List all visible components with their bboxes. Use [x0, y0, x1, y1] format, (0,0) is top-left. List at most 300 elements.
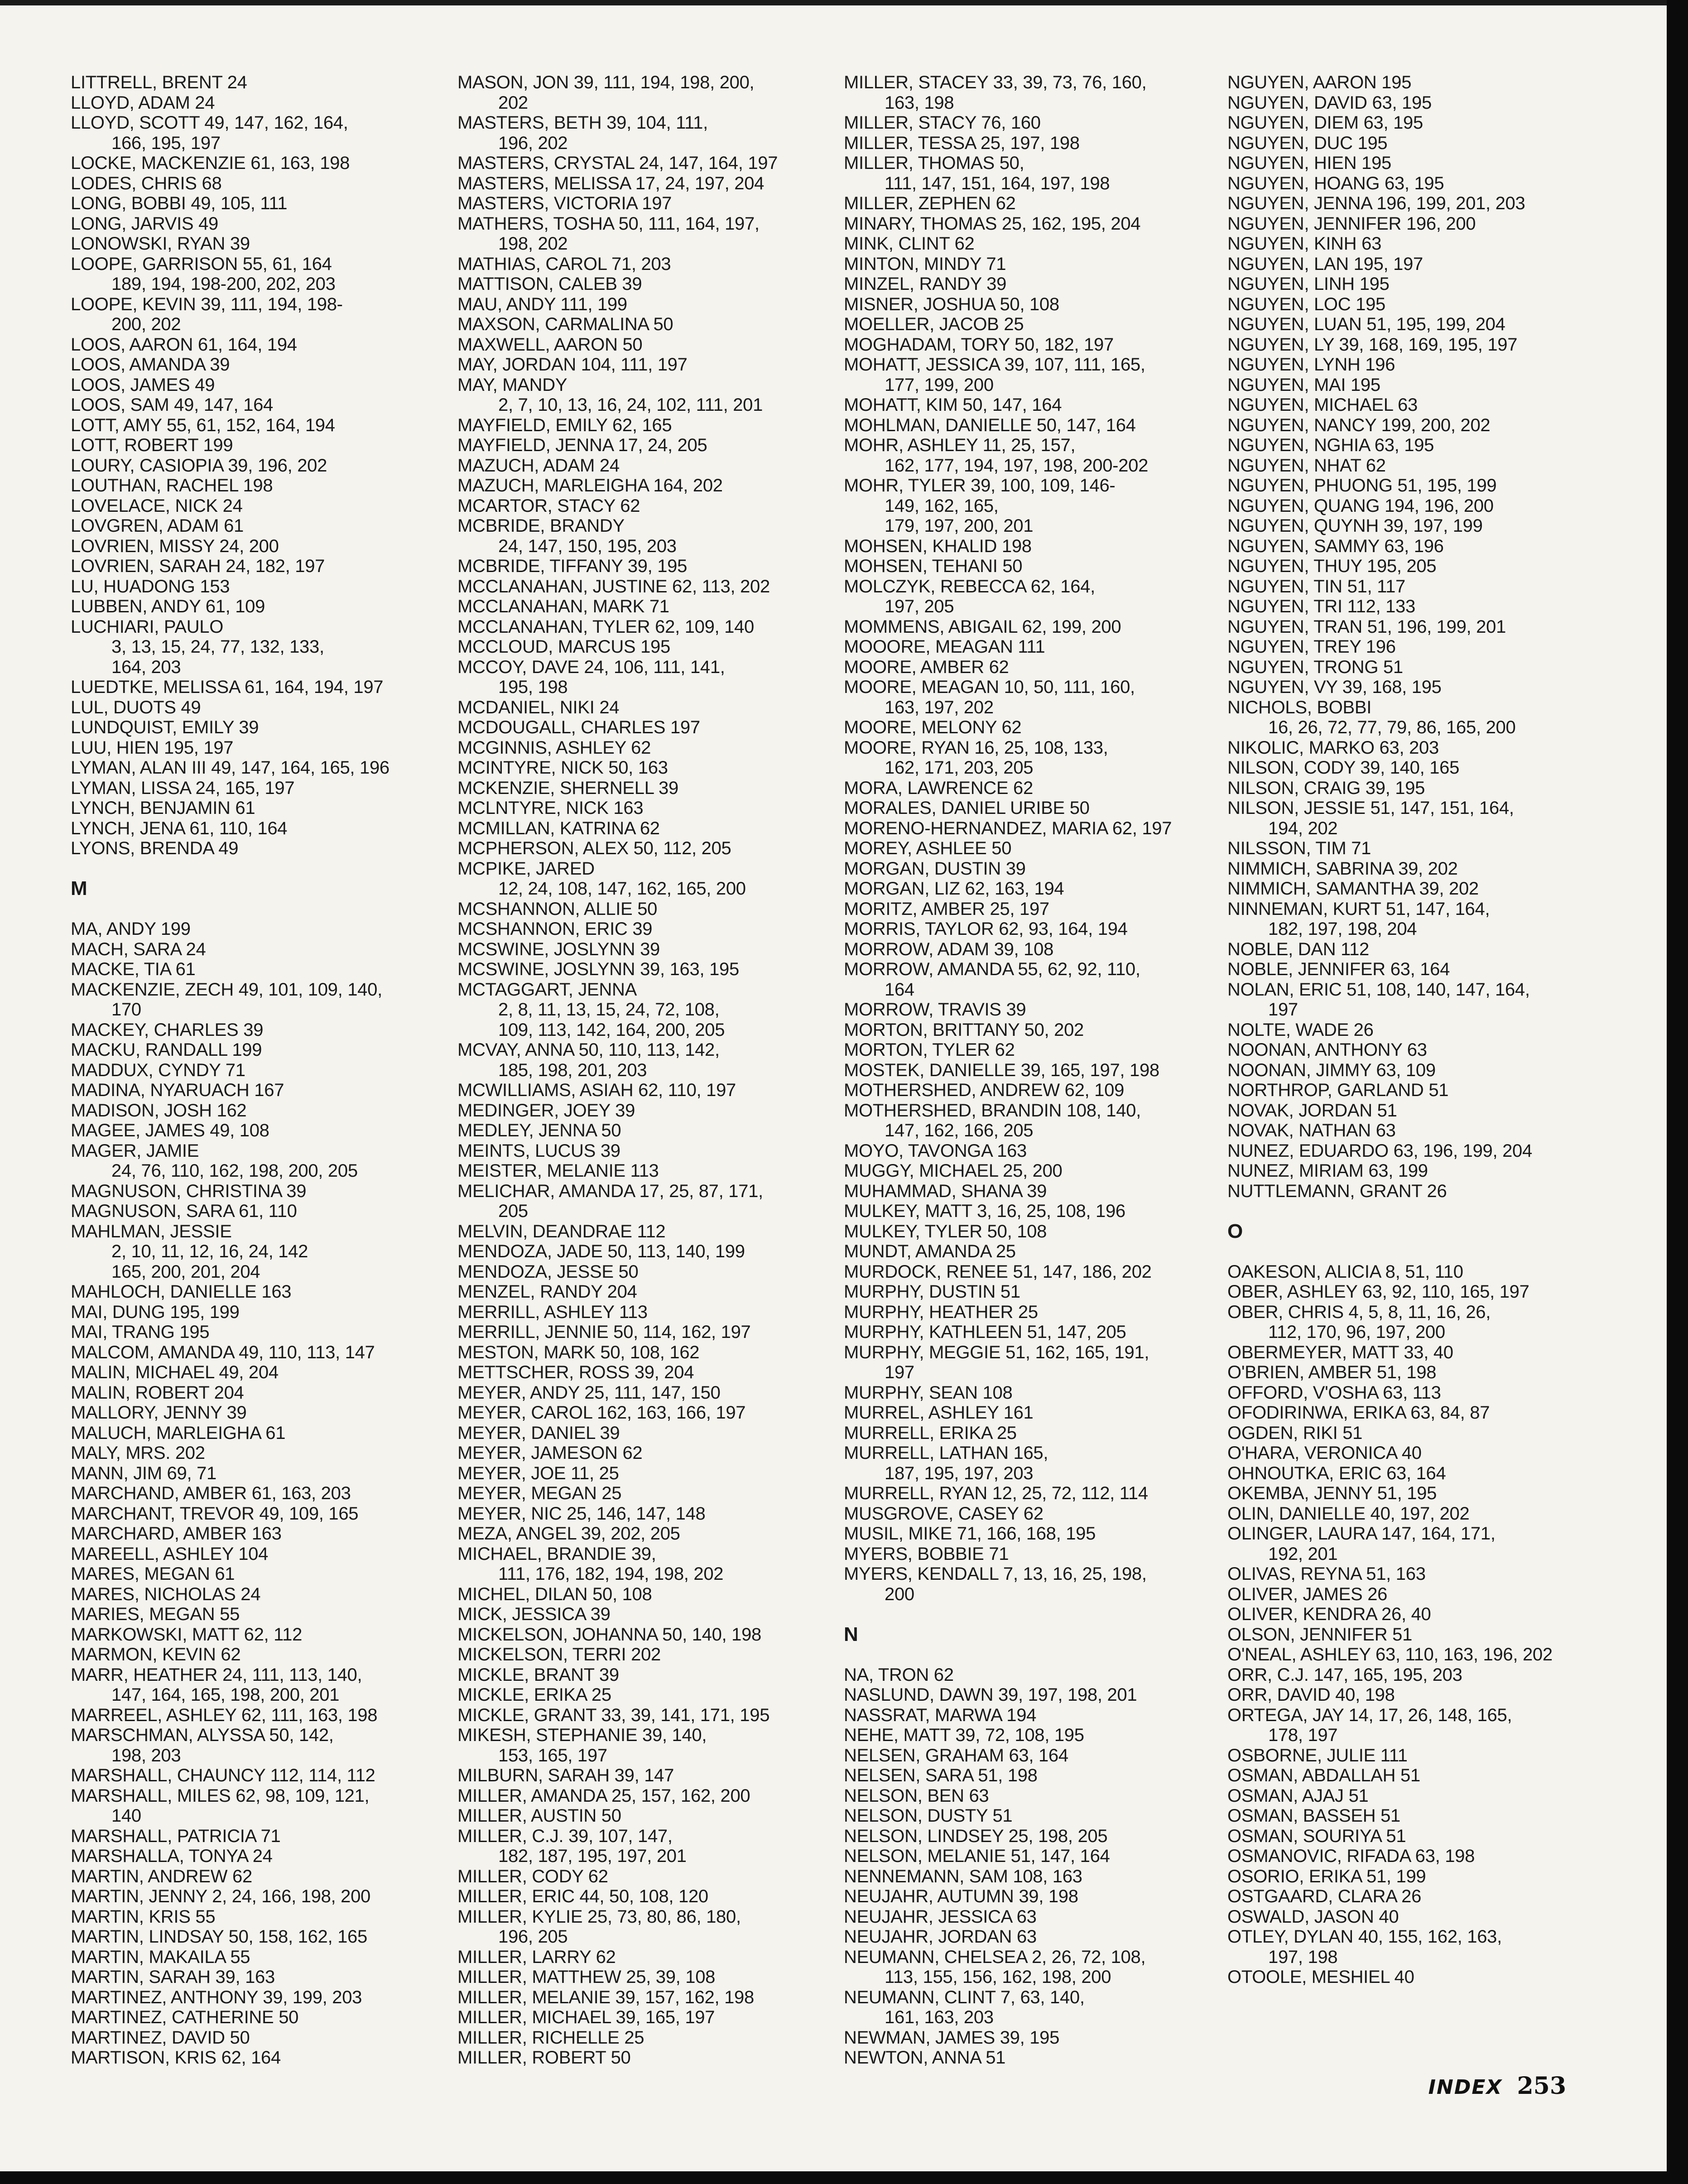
index-entry: NGUYEN, HIEN 195	[1227, 153, 1391, 173]
index-entry: MCCLOUD, MARCUS 195	[457, 637, 670, 657]
index-entry: NUNEZ, MIRIAM 63, 199	[1227, 1161, 1428, 1181]
index-entry-continuation: 3, 13, 15, 24, 77, 132, 133,	[111, 637, 324, 657]
index-entry-continuation: 112, 170, 96, 197, 200	[1268, 1322, 1445, 1342]
index-entry: NILSON, CRAIG 39, 195	[1227, 778, 1425, 798]
index-entry: LYMAN, LISSA 24, 165, 197	[71, 778, 295, 798]
index-entry: MASTERS, VICTORIA 197	[457, 193, 672, 213]
index-entry: MINARY, THOMAS 25, 162, 195, 204	[844, 213, 1141, 234]
index-entry: MAY, JORDAN 104, 111, 197	[457, 355, 688, 375]
index-entry: MCLNTYRE, NICK 163	[457, 798, 644, 818]
index-entry: MOLCZYK, REBECCA 62, 164,	[844, 576, 1095, 597]
index-entry: MURPHY, KATHLEEN 51, 147, 205	[844, 1322, 1126, 1342]
index-entry: MOHSEN, TEHANI 50	[844, 556, 1023, 576]
index-entry-continuation: 182, 187, 195, 197, 201	[498, 1846, 687, 1866]
index-entry-continuation: 163, 198	[885, 92, 954, 113]
index-entry: MILLER, C.J. 39, 107, 147,	[457, 1826, 673, 1846]
index-entry: NGUYEN, SAMMY 63, 196	[1227, 536, 1444, 556]
index-entry: NELSEN, GRAHAM 63, 164	[844, 1745, 1068, 1765]
index-entry: MAI, TRANG 195	[71, 1322, 210, 1342]
index-entry: NGUYEN, HOANG 63, 195	[1227, 173, 1444, 193]
index-entry: OSWALD, JASON 40	[1227, 1906, 1399, 1927]
index-entry: MURREL, ASHLEY 161	[844, 1403, 1034, 1423]
index-entry: MERRILL, JENNIE 50, 114, 162, 197	[457, 1322, 751, 1342]
index-entry: MURRELL, LATHAN 165,	[844, 1443, 1048, 1463]
index-entry: NGUYEN, JENNIFER 196, 200	[1227, 213, 1476, 234]
index-entry: MUSGROVE, CASEY 62	[844, 1503, 1044, 1524]
index-entry: MULKEY, MATT 3, 16, 25, 108, 196	[844, 1201, 1125, 1221]
index-entry: OKEMBA, JENNY 51, 195	[1227, 1483, 1437, 1503]
index-entry: MORGAN, LIZ 62, 163, 194	[844, 879, 1064, 899]
index-entry: MAI, DUNG 195, 199	[71, 1302, 240, 1322]
index-entry: NILSON, JESSIE 51, 147, 151, 164,	[1227, 798, 1514, 818]
index-entry: MARTINEZ, DAVID 50	[71, 2027, 250, 2048]
index-entry: NASSRAT, MARWA 194	[844, 1705, 1037, 1725]
index-entry: MARSHALL, PATRICIA 71	[71, 1826, 281, 1846]
index-entry: MCTAGGART, JENNA	[457, 979, 637, 1000]
index-entry: MORTON, BRITTANY 50, 202	[844, 1020, 1084, 1040]
index-entry: MOHSEN, KHALID 198	[844, 536, 1032, 556]
index-entry: OSMAN, SOURIYA 51	[1227, 1826, 1406, 1846]
index-entry: MARTIN, LINDSAY 50, 158, 162, 165	[71, 1927, 367, 1947]
index-entry: MICKLE, BRANT 39	[457, 1664, 619, 1685]
index-entry-continuation: 24, 76, 110, 162, 198, 200, 205	[111, 1161, 358, 1181]
index-entry: OFODIRINWA, ERIKA 63, 84, 87	[1227, 1403, 1490, 1423]
index-entry: NASLUND, DAWN 39, 197, 198, 201	[844, 1685, 1137, 1705]
index-entry: MUSIL, MIKE 71, 166, 168, 195	[844, 1524, 1096, 1544]
index-entry: MCMILLAN, KATRINA 62	[457, 818, 660, 838]
index-entry: MAU, ANDY 111, 199	[457, 294, 627, 314]
index-entry: NGUYEN, MAI 195	[1227, 375, 1380, 395]
index-entry-continuation: 198, 203	[111, 1745, 181, 1765]
index-entry: NELSON, MELANIE 51, 147, 164	[844, 1846, 1110, 1866]
index-entry: MINTON, MINDY 71	[844, 254, 1006, 274]
index-entry: NGUYEN, TIN 51, 117	[1227, 576, 1405, 597]
index-entry: LYNCH, JENA 61, 110, 164	[71, 818, 288, 838]
index-entry: OTOOLE, MESHIEL 40	[1227, 1967, 1414, 1987]
index-entry: OLSON, JENNIFER 51	[1227, 1624, 1413, 1645]
index-entry: MCINTYRE, NICK 50, 163	[457, 758, 668, 778]
index-entry: NGUYEN, TRI 112, 133	[1227, 597, 1415, 616]
index-entry: MARSHALLA, TONYA 24	[71, 1846, 273, 1866]
index-column-3	[844, 72, 1215, 2068]
index-entry: MOHATT, KIM 50, 147, 164	[844, 395, 1062, 415]
index-entry: OSTGAARD, CLARA 26	[1227, 1886, 1422, 1906]
index-entry: MATHIAS, CAROL 71, 203	[457, 254, 671, 274]
index-entry: MILLER, RICHELLE 25	[457, 2027, 644, 2048]
index-entry-continuation: 185, 198, 201, 203	[498, 1060, 647, 1080]
index-entry: MASON, JON 39, 111, 194, 198, 200,	[457, 72, 755, 92]
index-entry: MASTERS, MELISSA 17, 24, 197, 204	[457, 173, 765, 193]
index-entry: NGUYEN, LY 39, 168, 169, 195, 197	[1227, 334, 1518, 355]
index-entry: MACKENZIE, ZECH 49, 101, 109, 140,	[71, 979, 382, 1000]
index-entry: NGUYEN, LAN 195, 197	[1227, 254, 1423, 274]
index-entry: NA, TRON 62	[844, 1664, 954, 1685]
index-entry: MIKESH, STEPHANIE 39, 140,	[457, 1725, 707, 1745]
index-entry: MAREELL, ASHLEY 104	[71, 1544, 269, 1564]
index-entry: MEYER, NIC 25, 146, 147, 148	[457, 1503, 706, 1524]
index-entry: LOOS, AARON 61, 164, 194	[71, 334, 297, 355]
index-entry: MATTISON, CALEB 39	[457, 274, 642, 294]
index-entry-continuation: 162, 171, 203, 205	[885, 758, 1034, 778]
index-entry-continuation: 147, 164, 165, 198, 200, 201	[111, 1685, 340, 1705]
index-entry: MEYER, ANDY 25, 111, 147, 150	[457, 1382, 721, 1403]
index-entry: MILLER, KYLIE 25, 73, 80, 86, 180,	[457, 1906, 741, 1927]
index-entry: MEZA, ANGEL 39, 202, 205	[457, 1524, 680, 1544]
index-entry: MCDOUGALL, CHARLES 197	[457, 717, 700, 737]
index-entry: NILSON, CODY 39, 140, 165	[1227, 758, 1460, 778]
index-entry: LYNCH, BENJAMIN 61	[71, 798, 255, 818]
index-entry: MCSWINE, JOSLYNN 39, 163, 195	[457, 959, 739, 979]
index-entry: MILLER, TESSA 25, 197, 198	[844, 133, 1080, 153]
index-entry: LYONS, BRENDA 49	[71, 838, 239, 858]
index-entry: MALIN, ROBERT 204	[71, 1382, 244, 1403]
index-entry: MEYER, CAROL 162, 163, 166, 197	[457, 1403, 746, 1423]
index-entry: LOVRIEN, SARAH 24, 182, 197	[71, 556, 325, 576]
index-entry: MARES, MEGAN 61	[71, 1564, 235, 1584]
index-entry: MILLER, MATTHEW 25, 39, 108	[457, 1967, 716, 1987]
index-entry: MARKOWSKI, MATT 62, 112	[71, 1624, 303, 1645]
index-entry: MARTINEZ, CATHERINE 50	[71, 2007, 299, 2027]
index-entry: NOVAK, NATHAN 63	[1227, 1121, 1396, 1140]
index-entry-continuation: 12, 24, 108, 147, 162, 165, 200	[498, 879, 746, 899]
index-entry: NOBLE, DAN 112	[1227, 939, 1369, 959]
index-entry: NGUYEN, NANCY 199, 200, 202	[1227, 415, 1491, 435]
scan-bottom-edge	[0, 2171, 1688, 2184]
index-entry: MCCLANAHAN, TYLER 62, 109, 140	[457, 616, 755, 637]
index-entry: NGUYEN, PHUONG 51, 195, 199	[1227, 476, 1497, 495]
index-entry: NGUYEN, LOC 195	[1227, 294, 1385, 314]
index-entry: OSMANOVIC, RIFADA 63, 198	[1227, 1846, 1475, 1866]
index-entry: MARCHANT, TREVOR 49, 109, 165	[71, 1503, 359, 1524]
index-entry-continuation: 178, 197	[1268, 1725, 1338, 1745]
index-entry: LLOYD, ADAM 24	[71, 92, 215, 113]
index-entry: MEDLEY, JENNA 50	[457, 1121, 621, 1140]
index-entry: MCDANIEL, NIKI 24	[457, 697, 620, 717]
index-entry: NGUYEN, MICHAEL 63	[1227, 395, 1418, 415]
index-entry: MICKLE, ERIKA 25	[457, 1685, 611, 1705]
index-entry: MCPHERSON, ALEX 50, 112, 205	[457, 838, 731, 858]
index-entry: MORALES, DANIEL URIBE 50	[844, 798, 1090, 818]
index-entry: MELVIN, DEANDRAE 112	[457, 1221, 666, 1241]
index-entry: LOOPE, GARRISON 55, 61, 164	[71, 254, 332, 274]
index-entry: MCWILLIAMS, ASIAH 62, 110, 197	[457, 1080, 736, 1100]
index-entry: MARCHAND, AMBER 61, 163, 203	[71, 1483, 351, 1503]
index-entry: OGDEN, RIKI 51	[1227, 1423, 1363, 1443]
index-entry: MADDUX, CYNDY 71	[71, 1060, 245, 1080]
index-entry: MELICHAR, AMANDA 17, 25, 87, 171,	[457, 1181, 763, 1201]
index-entry: MAY, MANDY	[457, 375, 567, 395]
index-entry: MARES, NICHOLAS 24	[71, 1584, 261, 1604]
index-entry: NOVAK, JORDAN 51	[1227, 1100, 1397, 1121]
index-entry-continuation: 196, 205	[498, 1927, 568, 1947]
index-entry: MOHLMAN, DANIELLE 50, 147, 164	[844, 415, 1136, 435]
index-entry: MORA, LAWRENCE 62	[844, 778, 1033, 798]
index-entry: MCSHANNON, ERIC 39	[457, 919, 653, 939]
index-entry: MOORE, MELONY 62	[844, 717, 1022, 737]
index-entry-continuation: 109, 113, 142, 164, 200, 205	[498, 1020, 725, 1040]
index-entry: OSORIO, ERIKA 51, 199	[1227, 1866, 1426, 1886]
index-entry-continuation: 192, 201	[1268, 1544, 1338, 1564]
index-entry: MEYER, MEGAN 25	[457, 1483, 622, 1503]
index-entry: MILLER, THOMAS 50,	[844, 153, 1024, 173]
index-entry: NGUYEN, TRAN 51, 196, 199, 201	[1227, 616, 1506, 637]
index-entry: LONG, JARVIS 49	[71, 213, 219, 234]
index-entry: NGUYEN, AARON 195	[1227, 72, 1412, 92]
section-letter-heading: M	[71, 877, 87, 900]
index-entry: NOONAN, JIMMY 63, 109	[1227, 1060, 1436, 1080]
index-entry: ORR, DAVID 40, 198	[1227, 1685, 1395, 1705]
index-entry: MICHEL, DILAN 50, 108	[457, 1584, 652, 1604]
index-entry: MEYER, JOE 11, 25	[457, 1463, 619, 1483]
index-entry: MICHAEL, BRANDIE 39,	[457, 1544, 656, 1564]
index-entry: MARTIN, JENNY 2, 24, 166, 198, 200	[71, 1886, 371, 1906]
index-entry: MOTHERSHED, BRANDIN 108, 140,	[844, 1100, 1141, 1121]
index-entry: MALY, MRS. 202	[71, 1443, 205, 1463]
index-entry-continuation: 2, 8, 11, 13, 15, 24, 72, 108,	[498, 1000, 720, 1020]
index-entry: MILLER, STACEY 33, 39, 73, 76, 160,	[844, 72, 1147, 92]
index-entry: MORROW, AMANDA 55, 62, 92, 110,	[844, 959, 1140, 979]
index-entry: MARIES, MEGAN 55	[71, 1604, 240, 1624]
index-entry: NGUYEN, DUC 195	[1227, 133, 1388, 153]
index-entry: LUU, HIEN 195, 197	[71, 737, 234, 758]
index-entry: LOOS, JAMES 49	[71, 375, 215, 395]
index-entry-continuation: 200	[885, 1584, 914, 1604]
index-entry: LYMAN, ALAN III 49, 147, 164, 165, 196	[71, 758, 390, 778]
index-entry: MARSHALL, MILES 62, 98, 109, 121,	[71, 1785, 370, 1806]
section-letter-heading: O	[1227, 1220, 1243, 1242]
index-entry: NEUMANN, CHELSEA 2, 26, 72, 108,	[844, 1947, 1146, 1967]
index-entry: MOORE, AMBER 62	[844, 657, 1009, 677]
index-entry: NICHOLS, BOBBI	[1227, 697, 1372, 717]
index-entry: MAGER, JAMIE	[71, 1140, 199, 1161]
index-entry: MACKU, RANDALL 199	[71, 1040, 262, 1060]
section-letter-heading: N	[844, 1623, 858, 1645]
index-entry: MURRELL, RYAN 12, 25, 72, 112, 114	[844, 1483, 1148, 1503]
index-entry: MARSHALL, CHAUNCY 112, 114, 112	[71, 1765, 375, 1785]
index-entry: OFFORD, V'OSHA 63, 113	[1227, 1382, 1441, 1403]
index-entry: NIMMICH, SABRINA 39, 202	[1227, 858, 1458, 879]
index-entry: MORROW, ADAM 39, 108	[844, 939, 1054, 959]
index-entry-continuation: 200, 202	[111, 314, 181, 334]
page-footer	[1428, 2072, 1566, 2100]
index-entry: MORENO-HERNANDEZ, MARIA 62, 197	[844, 818, 1172, 838]
index-entry-continuation: 161, 163, 203	[885, 2007, 994, 2027]
index-entry: MEYER, DANIEL 39	[457, 1423, 620, 1443]
index-entry: MCSHANNON, ALLIE 50	[457, 899, 658, 919]
index-entry: MUHAMMAD, SHANA 39	[844, 1181, 1047, 1201]
index-entry: NGUYEN, TRONG 51	[1227, 657, 1403, 677]
index-entry: MCGINNIS, ASHLEY 62	[457, 737, 651, 758]
index-entry: LUNDQUIST, EMILY 39	[71, 717, 259, 737]
index-entry: MAYFIELD, EMILY 62, 165	[457, 415, 672, 435]
index-entry: LUBBEN, ANDY 61, 109	[71, 597, 265, 616]
index-entry: LOTT, AMY 55, 61, 152, 164, 194	[71, 415, 335, 435]
index-entry: NEUJAHR, JESSICA 63	[844, 1906, 1037, 1927]
index-entry: LITTRELL, BRENT 24	[71, 72, 247, 92]
index-entry-continuation: 2, 10, 11, 12, 16, 24, 142	[111, 1241, 308, 1261]
index-entry-continuation: 202	[498, 92, 528, 113]
index-entry: OLIVER, KENDRA 26, 40	[1227, 1604, 1431, 1624]
index-column-2	[457, 72, 829, 2068]
index-entry: MARR, HEATHER 24, 111, 113, 140,	[71, 1664, 362, 1685]
index-entry: MOTHERSHED, ANDREW 62, 109	[844, 1080, 1125, 1100]
index-entry: OBER, CHRIS 4, 5, 8, 11, 16, 26,	[1227, 1302, 1491, 1322]
index-entry-continuation: 177, 199, 200	[885, 375, 994, 395]
index-entry: NOLTE, WADE 26	[1227, 1020, 1374, 1040]
index-entry: MERRILL, ASHLEY 113	[457, 1302, 648, 1322]
index-entry: MARTIN, SARAH 39, 163	[71, 1967, 275, 1987]
index-entry: MOHR, ASHLEY 11, 25, 157,	[844, 435, 1076, 455]
index-entry: MORTON, TYLER 62	[844, 1040, 1015, 1060]
index-entry: O'NEAL, ASHLEY 63, 110, 163, 196, 202	[1227, 1645, 1553, 1664]
index-entry: NGUYEN, QUYNH 39, 197, 199	[1227, 516, 1483, 536]
index-entry: LOTT, ROBERT 199	[71, 435, 233, 455]
index-entry-continuation: 197	[1268, 1000, 1298, 1020]
index-entry: MADINA, NYARUACH 167	[71, 1080, 284, 1100]
index-entry: NEUMANN, CLINT 7, 63, 140,	[844, 1987, 1085, 2007]
index-entry: MACKEY, CHARLES 39	[71, 1020, 264, 1040]
index-entry: MILLER, AMANDA 25, 157, 162, 200	[457, 1785, 750, 1806]
index-entry-continuation: 113, 155, 156, 162, 198, 200	[885, 1967, 1111, 1987]
index-entry: MCCLANAHAN, JUSTINE 62, 113, 202	[457, 576, 770, 597]
index-entry: NELSON, LINDSEY 25, 198, 205	[844, 1826, 1108, 1846]
index-entry: OSBORNE, JULIE 111	[1227, 1745, 1408, 1765]
index-entry: MESTON, MARK 50, 108, 162	[457, 1342, 700, 1362]
index-entry: MEISTER, MELANIE 113	[457, 1161, 659, 1181]
index-entry: MAZUCH, ADAM 24	[457, 455, 620, 476]
index-entry: NGUYEN, THUY 195, 205	[1227, 556, 1437, 576]
index-entry: LOVELACE, NICK 24	[71, 495, 243, 516]
index-entry-continuation: 195, 198	[498, 677, 568, 697]
index-entry-continuation: 189, 194, 198-200, 202, 203	[111, 274, 336, 294]
index-entry-continuation: 2, 7, 10, 13, 16, 24, 102, 111, 201	[498, 395, 763, 415]
index-entry-continuation: 198, 202	[498, 234, 568, 254]
index-entry: MCCOY, DAVE 24, 106, 111, 141,	[457, 657, 725, 677]
index-entry: OHNOUTKA, ERIC 63, 164	[1227, 1463, 1446, 1483]
index-entry: LOOS, AMANDA 39	[71, 355, 230, 375]
index-entry: MILLER, CODY 62	[457, 1866, 608, 1886]
index-entry-continuation: 153, 165, 197	[498, 1745, 607, 1765]
index-entry: LLOYD, SCOTT 49, 147, 162, 164,	[71, 113, 348, 133]
index-entry: NGUYEN, QUANG 194, 196, 200	[1227, 495, 1494, 516]
index-entry: MORROW, TRAVIS 39	[844, 1000, 1026, 1020]
index-entry: MOYO, TAVONGA 163	[844, 1140, 1027, 1161]
index-entry: MAXSON, CARMALINA 50	[457, 314, 673, 334]
index-entry: LUEDTKE, MELISSA 61, 164, 194, 197	[71, 677, 384, 697]
index-entry: NUNEZ, EDUARDO 63, 196, 199, 204	[1227, 1140, 1532, 1161]
index-entry: LODES, CHRIS 68	[71, 173, 222, 193]
index-entry: NGUYEN, LINH 195	[1227, 274, 1390, 294]
index-entry: MAXWELL, AARON 50	[457, 334, 643, 355]
index-entry: MOREY, ASHLEE 50	[844, 838, 1012, 858]
index-entry: NGUYEN, DIEM 63, 195	[1227, 113, 1423, 133]
index-entry-continuation: 187, 195, 197, 203	[885, 1463, 1034, 1483]
index-entry-continuation: 140	[111, 1806, 141, 1826]
index-entry: MOHR, TYLER 39, 100, 109, 146-	[844, 476, 1116, 495]
index-entry: MURPHY, HEATHER 25	[844, 1302, 1038, 1322]
index-entry: MULKEY, TYLER 50, 108	[844, 1221, 1047, 1241]
index-entry: NIKOLIC, MARKO 63, 203	[1227, 737, 1439, 758]
index-entry: O'HARA, VERONICA 40	[1227, 1443, 1422, 1463]
index-entry: OSMAN, AJAJ 51	[1227, 1785, 1369, 1806]
index-entry: OSMAN, ABDALLAH 51	[1227, 1765, 1420, 1785]
index-entry: NGUYEN, VY 39, 168, 195	[1227, 677, 1442, 697]
index-column-1	[71, 72, 442, 2068]
index-entry: NGUYEN, LUAN 51, 195, 199, 204	[1227, 314, 1505, 334]
index-entry: NELSEN, SARA 51, 198	[844, 1765, 1038, 1785]
index-entry: LOOPE, KEVIN 39, 111, 194, 198-	[71, 294, 343, 314]
index-entry-continuation: 170	[111, 1000, 141, 1020]
index-entry: MICKELSON, TERRI 202	[457, 1645, 661, 1664]
index-entry: MINZEL, RANDY 39	[844, 274, 1007, 294]
index-entry: MAGNUSON, SARA 61, 110	[71, 1201, 297, 1221]
index-entry: MCKENZIE, SHERNELL 39	[457, 778, 678, 798]
index-entry-continuation: 194, 202	[1268, 818, 1338, 838]
index-entry: MURPHY, MEGGIE 51, 162, 165, 191,	[844, 1342, 1149, 1362]
index-entry: MICKLE, GRANT 33, 39, 141, 171, 195	[457, 1705, 770, 1725]
index-entry: NOONAN, ANTHONY 63	[1227, 1040, 1427, 1060]
index-entry: MARTINEZ, ANTHONY 39, 199, 203	[71, 1987, 362, 2007]
index-entry: OBERMEYER, MATT 33, 40	[1227, 1342, 1453, 1362]
index-entry-continuation: 197, 198	[1268, 1947, 1338, 1967]
index-entry: NEUJAHR, AUTUMN 39, 198	[844, 1886, 1078, 1906]
index-entry: MCCLANAHAN, MARK 71	[457, 597, 669, 616]
index-entry-continuation: 111, 176, 182, 194, 198, 202	[498, 1564, 724, 1584]
index-entry: NEHE, MATT 39, 72, 108, 195	[844, 1725, 1084, 1745]
index-entry: MARTIN, ANDREW 62	[71, 1866, 252, 1886]
index-entry-continuation: 149, 162, 165,	[885, 495, 999, 516]
index-entry: MANN, JIM 69, 71	[71, 1463, 216, 1483]
index-entry: MOMMENS, ABIGAIL 62, 199, 200	[844, 616, 1121, 637]
index-entry: MILLER, ERIC 44, 50, 108, 120	[457, 1886, 708, 1906]
index-entry: LUCHIARI, PAULO	[71, 616, 224, 637]
index-entry: LONOWSKI, RYAN 39	[71, 234, 250, 254]
index-entry: MORRIS, TAYLOR 62, 93, 164, 194	[844, 919, 1128, 939]
index-entry-continuation: 179, 197, 200, 201	[885, 516, 1034, 536]
index-entry: LOCKE, MACKENZIE 61, 163, 198	[71, 153, 350, 173]
footer-index-label: INDEX	[1428, 2076, 1503, 2099]
index-entry: ORR, C.J. 147, 165, 195, 203	[1227, 1664, 1462, 1685]
index-entry-continuation: 164, 203	[111, 657, 181, 677]
index-entry: MILBURN, SARAH 39, 147	[457, 1765, 674, 1785]
index-entry: MAZUCH, MARLEIGHA 164, 202	[457, 476, 723, 495]
index-entry: NEWMAN, JAMES 39, 195	[844, 2027, 1060, 2048]
index-entry-continuation: 197	[885, 1362, 914, 1382]
index-entry: MILLER, MICHAEL 39, 165, 197	[457, 2007, 715, 2027]
index-entry: MURDOCK, RENEE 51, 147, 186, 202	[844, 1261, 1152, 1282]
index-entry: MILLER, MELANIE 39, 157, 162, 198	[457, 1987, 754, 2007]
index-entry: NOBLE, JENNIFER 63, 164	[1227, 959, 1450, 979]
index-entry: NELSON, DUSTY 51	[844, 1806, 1013, 1826]
index-entry: MUGGY, MICHAEL 25, 200	[844, 1161, 1063, 1181]
index-entry: NEUJAHR, JORDAN 63	[844, 1927, 1037, 1947]
index-entry-continuation: 162, 177, 194, 197, 198, 200-202	[885, 455, 1149, 476]
index-entry: OLINGER, LAURA 147, 164, 171,	[1227, 1524, 1496, 1544]
index-entry: NIMMICH, SAMANTHA 39, 202	[1227, 879, 1479, 899]
index-entry: MCSWINE, JOSLYNN 39	[457, 939, 660, 959]
index-entry: OTLEY, DYLAN 40, 155, 162, 163,	[1227, 1927, 1502, 1947]
index-entry: MARTIN, KRIS 55	[71, 1906, 216, 1927]
index-entry: O'BRIEN, AMBER 51, 198	[1227, 1362, 1437, 1382]
index-entry-continuation: 147, 162, 166, 205	[885, 1121, 1034, 1140]
index-entry: MAGEE, JAMES 49, 108	[71, 1121, 269, 1140]
index-entry: MARREEL, ASHLEY 62, 111, 163, 198	[71, 1705, 378, 1725]
index-entry: MILLER, ZEPHEN 62	[844, 193, 1016, 213]
index-entry: MARCHARD, AMBER 163	[71, 1524, 282, 1544]
index-entry: MACKE, TIA 61	[71, 959, 196, 979]
index-entry: ORTEGA, JAY 14, 17, 26, 148, 165,	[1227, 1705, 1512, 1725]
index-entry: NGUYEN, LYNH 196	[1227, 355, 1395, 375]
